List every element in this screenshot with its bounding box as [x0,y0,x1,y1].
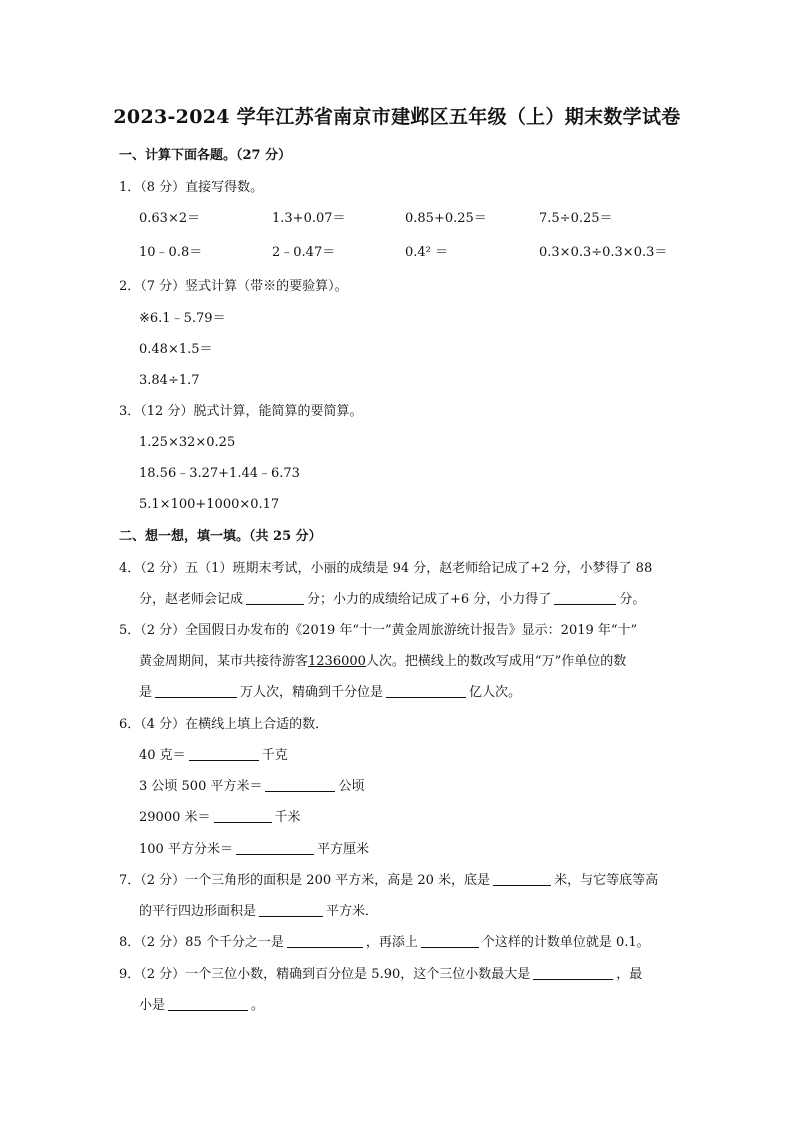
q4-text: 分；小力的成绩给记成了+6 分，小力得了 [307,592,552,607]
q1-item: 0.3×0.3÷0.3×0.3＝ [539,245,668,260]
q3-item: 1.25×32×0.25 [139,435,236,450]
q1-item: 0.4² ＝ [405,245,449,260]
answer-blank[interactable] [155,684,237,698]
answer-blank[interactable] [246,591,304,605]
answer-blank[interactable] [421,934,479,948]
answer-blank[interactable] [386,684,466,698]
answer-blank[interactable] [259,903,323,917]
q6-stem: 6．（4 分）在横线上填上合适的数． [119,717,329,732]
q5-text: 万人次，精确到千分位是 [240,685,384,700]
q3-stem: 3．（12 分）脱式计算，能简算的要简算。 [119,404,363,419]
q4-text: 分，赵老师会记成 [139,592,244,607]
q6-item [139,747,288,765]
answer-blank[interactable] [236,841,314,855]
q5-text: 是 [139,685,153,700]
q1-item: 1.3+0.07＝ [272,211,346,226]
q9-text: 小是 [139,998,166,1013]
q1-stem: 1．（8 分）直接写得数。 [119,180,264,195]
answer-blank[interactable] [189,747,259,761]
q1-item: 0.63×2＝ [139,211,201,226]
q6-item [139,809,301,827]
q6-text: 3 公顷 500 平方米＝ [139,779,263,794]
q4-line1: 4．（2 分）五（1）班期末考试，小丽的成绩是 94 分，赵老师给记成了+2 分，小梦得了 88 [119,561,653,576]
answer-blank[interactable] [533,966,613,980]
q7-text: 米，与它等底等高 [554,873,659,888]
q2-item: 3.84÷1.7 [139,373,200,388]
q7-line2 [139,903,378,921]
answer-blank[interactable] [287,934,363,948]
q6-text: 40 克＝ [139,748,186,763]
q5-line2 [139,653,626,671]
q5-text: 亿人次。 [469,685,522,700]
answer-blank[interactable] [168,997,248,1011]
q6-text: 公顷 [338,779,365,794]
q2-stem: 2．（7 分）竖式计算（带※的要验算）。 [119,279,348,294]
page-title: 2023-2024 学年江苏省南京市建邺区五年级（上）期末数学试卷 [113,106,681,128]
q6-text: 千克 [261,748,288,763]
q7-text: 7．（2 分）一个三角形的面积是 200 平方米，高是 20 米，底是 [119,873,491,888]
q9-line2 [139,997,264,1015]
section2-heading: 二、想一想，填一填。（共 25 分） [119,529,322,544]
q5-line1: 5．（2 分）全国假日办发布的《2019 年“十一”黄金周旅游统计报告》显示：2019 年“十” [119,623,638,638]
q6-text: 平方厘米 [316,842,369,857]
answer-blank[interactable] [214,809,272,823]
q8-text: 8．（2 分）85 个千分之一是 [119,935,284,950]
q7-text: 平方米． [326,904,379,919]
q9-text: 。 [251,998,265,1013]
section1-heading: 一、计算下面各题。（27 分） [119,148,292,163]
q6-text: 千米 [274,810,301,825]
q8-line [119,934,650,952]
q6-text: 29000 米＝ [139,810,211,825]
q9-text: 9．（2 分）一个三位小数，精确到百分位是 5.90，这个三位小数最大是 [119,967,531,982]
q8-text: 个这样的计数单位就是 0.1。 [481,935,650,950]
q9-text: ，最 [616,967,643,982]
q1-item: 0.85+0.25＝ [405,211,487,226]
answer-blank[interactable] [265,778,335,792]
underlined-number: 1236000 [308,654,366,669]
q2-item: ※6.1﹣5.79＝ [139,311,226,326]
q4-line2 [139,591,645,609]
q8-text: ，再添上 [365,935,418,950]
q2-item: 0.48×1.5＝ [139,342,213,357]
q7-text: 的平行四边形面积是 [139,904,257,919]
q6-text: 100 平方分米＝ [139,842,233,857]
answer-blank[interactable] [554,591,616,605]
q3-item: 5.1×100+1000×0.17 [139,497,280,512]
q1-item: 10﹣0.8＝ [139,245,203,260]
q1-item: 2﹣0.47＝ [272,245,336,260]
q7-line1 [119,872,658,890]
q6-item [139,778,365,796]
q5-line3 [139,684,521,702]
q6-item [139,841,369,859]
q3-item: 18.56﹣3.27+1.44﹣6.73 [139,466,300,481]
q5-text: 人次。把横线上的数改写成用“万”作单位的数 [365,654,627,669]
q9-line1 [119,966,642,984]
answer-blank[interactable] [493,872,551,886]
q5-text: 黄金周期间，某市共接待游客 [139,654,309,669]
q4-text: 分。 [619,592,646,607]
q1-item: 7.5÷0.25＝ [539,211,613,226]
